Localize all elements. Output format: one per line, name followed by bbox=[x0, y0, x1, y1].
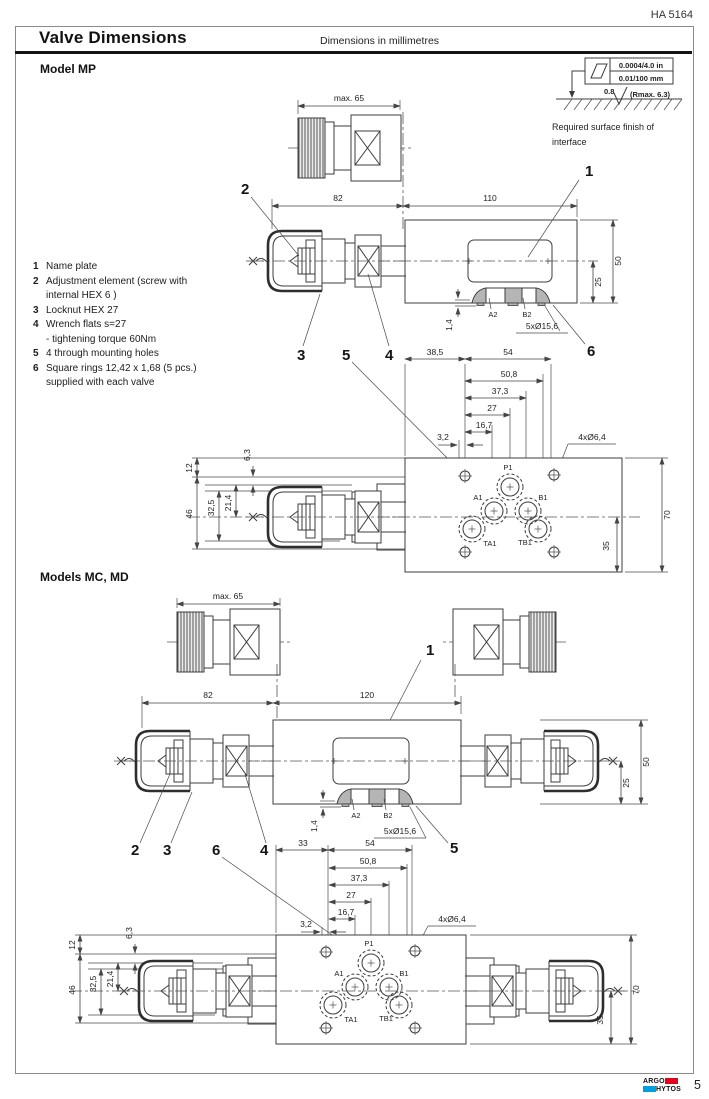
dim-max65: max. 65 bbox=[333, 93, 365, 103]
dim-50-8: 50,8 bbox=[359, 856, 377, 866]
dim-5x-rings: 5xØ15,6 bbox=[525, 321, 559, 331]
legend-num: 6 bbox=[33, 362, 39, 374]
dim-54: 54 bbox=[503, 347, 513, 357]
legend-num: 1 bbox=[33, 261, 39, 272]
callout-5: 5 bbox=[450, 840, 459, 857]
roughness-value: 0.8 bbox=[604, 87, 615, 96]
dim-50-8: 50,8 bbox=[500, 369, 518, 379]
legend-text: - tightening torque 60Nm bbox=[46, 333, 157, 345]
legend-text: Adjustment element (screw with bbox=[46, 275, 188, 287]
dim-82: 82 bbox=[333, 193, 343, 203]
mp-callouts bbox=[241, 163, 595, 473]
legend-num: 2 bbox=[33, 275, 39, 287]
dim-5x-rings: 5xØ15,6 bbox=[383, 826, 417, 836]
dim-120: 120 bbox=[359, 690, 375, 700]
page-title: Valve Dimensions bbox=[39, 28, 187, 47]
logo-blue-block bbox=[643, 1086, 656, 1092]
document-number: HA 5164 bbox=[650, 9, 693, 21]
dim-21-4: 21,4 bbox=[223, 494, 233, 512]
dim-6-3: 6,3 bbox=[242, 449, 252, 461]
callout-3: 3 bbox=[163, 842, 172, 859]
dim-b2: B2 bbox=[383, 811, 393, 820]
dim-32-5: 32,5 bbox=[88, 975, 98, 993]
dim-b2: B2 bbox=[522, 310, 532, 319]
argo-hytos-logo bbox=[643, 1077, 685, 1093]
dim-1-4: 1,4 bbox=[444, 319, 454, 331]
dim-35: 35 bbox=[595, 1015, 605, 1025]
legend-num: 5 bbox=[33, 348, 39, 359]
flatness-mm: 0.01/100 mm bbox=[618, 74, 664, 83]
caption-line-2: interface bbox=[552, 137, 587, 147]
dim-12: 12 bbox=[184, 463, 194, 473]
callout-5: 5 bbox=[342, 347, 351, 364]
dim-25: 25 bbox=[593, 277, 603, 287]
legend-text: Wrench flats s=27 bbox=[46, 319, 127, 330]
dim-a2: A2 bbox=[488, 310, 498, 319]
legend-text: 4 through mounting holes bbox=[46, 348, 159, 359]
dim-6-3: 6,3 bbox=[124, 927, 134, 939]
dim-21-4: 21,4 bbox=[105, 970, 115, 988]
dim-35: 35 bbox=[601, 541, 611, 551]
callout-1: 1 bbox=[426, 642, 435, 659]
mp-port-face-view bbox=[184, 347, 672, 572]
mcmd-port-face-view bbox=[67, 838, 641, 1044]
dim-33: 33 bbox=[298, 838, 308, 848]
dim-3-2: 3,2 bbox=[437, 432, 449, 442]
callout-6: 6 bbox=[587, 343, 596, 360]
flatness-inch: 0.0004/4.0 in bbox=[618, 61, 664, 70]
logo-red-block bbox=[665, 1078, 678, 1084]
callout-3: 3 bbox=[297, 347, 306, 364]
dim-12: 12 bbox=[67, 940, 77, 950]
dim-max65: max. 65 bbox=[212, 591, 244, 601]
page-number: 5 bbox=[694, 1078, 701, 1092]
callout-4: 4 bbox=[260, 842, 269, 859]
logo-hytos-text: HYTOS bbox=[656, 1085, 681, 1093]
dim-4x-holes: 4xØ6,4 bbox=[578, 432, 606, 442]
dim-1-4: 1,4 bbox=[309, 820, 319, 832]
dim-27: 27 bbox=[487, 403, 497, 413]
dim-37-3: 37,3 bbox=[350, 873, 368, 883]
dim-16-7: 16,7 bbox=[475, 420, 493, 430]
dim-3-2: 3,2 bbox=[300, 919, 312, 929]
legend-text: Square rings 12,42 x 1,68 (5 pcs.) bbox=[46, 362, 197, 374]
callout-2: 2 bbox=[131, 842, 140, 859]
dim-4x-holes: 4xØ6,4 bbox=[438, 914, 466, 924]
callout-4: 4 bbox=[385, 347, 394, 364]
dim-a2: A2 bbox=[351, 811, 361, 820]
legend-text: internal HEX 6 ) bbox=[46, 290, 117, 301]
dim-16-7: 16,7 bbox=[337, 907, 355, 917]
dim-54: 54 bbox=[365, 838, 375, 848]
dim-32-5: 32,5 bbox=[206, 499, 216, 517]
dim-50: 50 bbox=[613, 256, 623, 266]
legend-num: 3 bbox=[33, 304, 39, 316]
rmax-value: (Rmax. 6.3) bbox=[630, 90, 671, 99]
logo-argo-text: ARGO bbox=[643, 1077, 665, 1085]
technical-drawing: B1 TB1 0.0004/4.0 in 0.01/100 mm 0.8 (Rmax. 6.3) max. 65 82 110 A2 B2 1,4 5xØ15,6 50 25 1 2 3 5 4 6 38,5 54 50,8 37,3 27 16,7 3,2 4xØ6,4 12 46 32,5 21,4 6,3 70 35 max. 65 1 82 120 A2 B2 1,4 5xØ15,6 5 50 25 2 3 6 4 33 54 50,8 37,3 27 16,7 3,2 4xØ6,4 12 46 32,5 21,4 6,3 70 35 bbox=[0, 0, 709, 1099]
legend-text: Locknut HEX 27 bbox=[46, 304, 119, 316]
dim-38-5: 38,5 bbox=[426, 347, 444, 357]
dim-27: 27 bbox=[346, 890, 356, 900]
models-mc-md-heading: Models MC, MD bbox=[40, 570, 129, 584]
dim-46: 46 bbox=[67, 985, 77, 995]
dim-50: 50 bbox=[641, 757, 651, 767]
dim-110: 110 bbox=[483, 193, 497, 203]
model-mp-heading: Model MP bbox=[40, 62, 96, 76]
legend-num: 4 bbox=[33, 319, 39, 330]
callout-2: 2 bbox=[241, 181, 250, 198]
dim-46: 46 bbox=[184, 509, 194, 519]
legend-text: Name plate bbox=[46, 261, 98, 272]
dim-25: 25 bbox=[621, 778, 631, 788]
surface-finish-symbol bbox=[556, 58, 682, 110]
dim-82: 82 bbox=[203, 690, 213, 700]
caption-line-1: Required surface finish of bbox=[552, 122, 655, 132]
units-note: Dimensions in millimetres bbox=[320, 35, 440, 47]
dim-37-3: 37,3 bbox=[491, 386, 509, 396]
legend-text: supplied with each valve bbox=[46, 377, 155, 388]
mp-side-view bbox=[246, 193, 623, 333]
mcmd-side-view bbox=[114, 690, 651, 937]
dim-70: 70 bbox=[662, 510, 672, 520]
mp-knob-top-view bbox=[288, 93, 413, 232]
surface-finish-caption bbox=[552, 120, 702, 150]
callout-6: 6 bbox=[212, 842, 221, 859]
dim-70: 70 bbox=[631, 985, 641, 995]
callout-1: 1 bbox=[585, 163, 594, 180]
